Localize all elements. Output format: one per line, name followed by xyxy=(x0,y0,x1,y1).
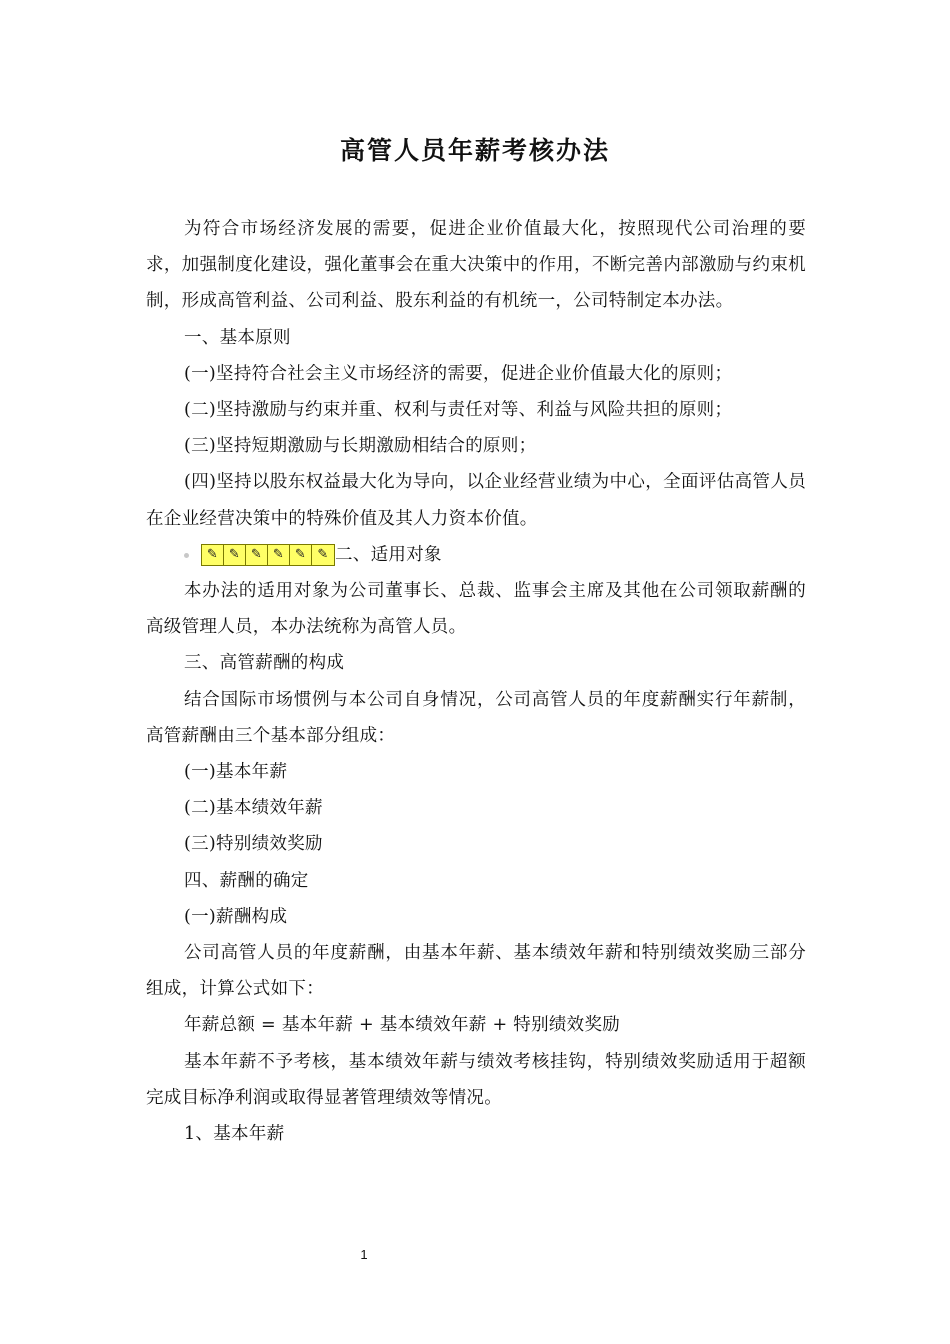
principle-4: (四)坚持以股东权益最大化为导向，以企业经营业绩为中心，全面评估高管人员在企业经营决策中的特殊价值及其人力资本价值。 xyxy=(146,472,806,529)
subsection-heading-structure: (一)薪酬构成 xyxy=(184,906,288,927)
section-heading-composition: 三、高管薪酬的构成 xyxy=(184,653,345,674)
component-1: (一)基本年薪 xyxy=(184,762,288,783)
intro-paragraph: 为符合市场经济发展的需要，促进企业价值最大化，按照现代公司治理的要求，加强制度化建设，强化董事会在重大决策中的作用，不断完善内部激励与约束机制，形成高管利益、公司利益、股东利益的有机统一，公司特制定本办法。 xyxy=(146,219,806,312)
principle-3: (三)坚持短期激励与长期激励相结合的原则； xyxy=(184,436,537,457)
bullet-dot-icon xyxy=(184,553,189,558)
section-heading-scope: 二、适用对象 xyxy=(335,544,442,565)
pencil-icon: ✎ xyxy=(246,545,268,565)
document-title: 高管人员年薪考核办法 xyxy=(339,136,610,165)
scope-paragraph: 本办法的适用对象为公司董事长、总裁、监事会主席及其他在公司领取薪酬的高级管理人员，本办法统称为高管人员。 xyxy=(146,581,806,638)
section-heading-determination: 四、薪酬的确定 xyxy=(184,870,309,891)
symbol-strip xyxy=(201,544,335,566)
principle-2: (二)坚持激励与约束并重、权利与责任对等、利益与风险共担的原则； xyxy=(184,400,733,421)
composition-paragraph: 结合国际市场惯例与本公司自身情况，公司高管人员的年度薪酬实行年薪制，高管薪酬由三个基本部分组成： xyxy=(146,689,806,746)
assessment-paragraph: 基本年薪不予考核，基本绩效年薪与绩效考核挂钩，特别绩效奖励适用于超额完成目标净利润或取得显著管理绩效等情况。 xyxy=(146,1051,806,1108)
component-2: (二)基本绩效年薪 xyxy=(184,798,323,819)
bullet-heading-row xyxy=(146,537,806,573)
formula-line: 年薪总额 = 基本年薪 + 基本绩效年薪 + 特别绩效奖励 xyxy=(184,1015,621,1036)
document-body xyxy=(146,211,806,1152)
pencil-icon: ✎ xyxy=(317,546,329,562)
component-3: (三)特别绩效奖励 xyxy=(184,834,323,855)
principle-1: (一)坚持符合社会主义市场经济的需要，促进企业价值最大化的原则； xyxy=(184,363,733,384)
structure-paragraph: 公司高管人员的年度薪酬，由基本年薪、基本绩效年薪和特别绩效奖励三部分组成，计算公式如下： xyxy=(146,943,806,1000)
section-heading-principles: 一、基本原则 xyxy=(184,327,291,348)
subsection-heading-base-salary: 1、基本年薪 xyxy=(184,1124,285,1145)
pencil-icon: ✎ xyxy=(268,545,290,565)
pencil-icon: ✎ xyxy=(202,545,224,565)
pencil-icon: ✎ xyxy=(224,545,246,565)
page-number: 1 xyxy=(360,1247,368,1262)
pencil-icon: ✎ xyxy=(290,545,312,565)
